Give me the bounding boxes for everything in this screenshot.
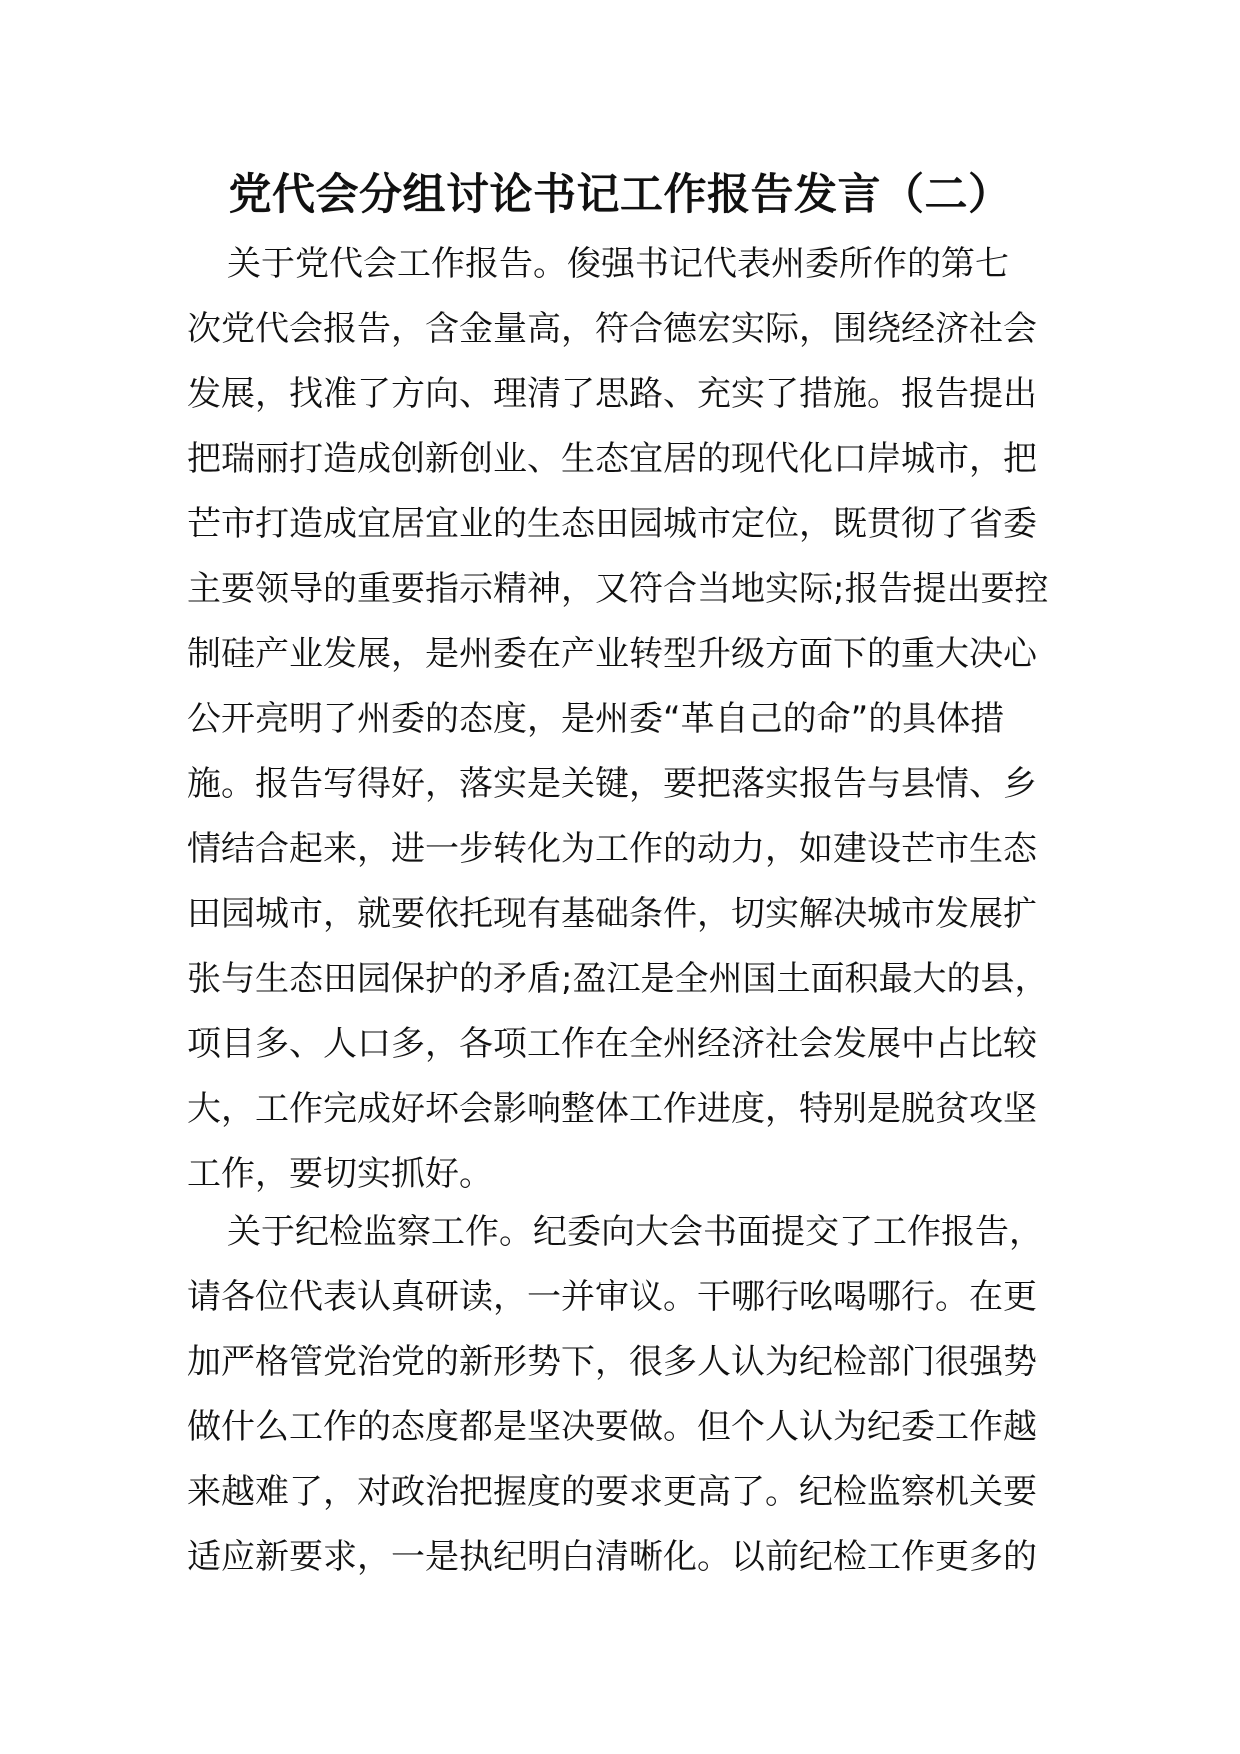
paragraph-line: 张与生态田园保护的矛盾;盈江是全州国土面积最大的县， bbox=[187, 959, 1049, 999]
paragraph-line: 项目多、人口多，各项工作在全州经济社会发展中占比较 bbox=[187, 1024, 1037, 1064]
paragraph-line: 施。报告写得好，落实是关键，要把落实报告与县情、乡 bbox=[187, 764, 1037, 804]
paragraph-line: 情结合起来，进一步转化为工作的动力，如建设芒市生态 bbox=[187, 829, 1037, 869]
paragraph-line: 做什么工作的态度都是坚决要做。但个人认为纪委工作越 bbox=[187, 1407, 1037, 1447]
paragraph-line: 关于党代会工作报告。俊强书记代表州委所作的第七 bbox=[227, 244, 1009, 284]
paragraph-line: 田园城市，就要依托现有基础条件，切实解决城市发展扩 bbox=[187, 894, 1037, 934]
paragraph-line: 来越难了，对政治把握度的要求更高了。纪检监察机关要 bbox=[187, 1472, 1037, 1512]
paragraph-line: 加严格管党治党的新形势下，很多人认为纪检部门很强势 bbox=[187, 1342, 1037, 1382]
paragraph-line: 公开亮明了州委的态度，是州委“革自己的命”的具体措 bbox=[187, 699, 1005, 739]
paragraph-line: 次党代会报告，含金量高，符合德宏实际，围绕经济社会 bbox=[187, 309, 1037, 349]
paragraph-line: 工作，要切实抓好。 bbox=[187, 1154, 493, 1194]
paragraph-line: 请各位代表认真研读，一并审议。干哪行吆喝哪行。在更 bbox=[187, 1277, 1037, 1317]
document-title: 党代会分组讨论书记工作报告发言（二） bbox=[228, 170, 1012, 220]
paragraph-line: 大，工作完成好坏会影响整体工作进度，特别是脱贫攻坚 bbox=[187, 1089, 1037, 1129]
paragraph-party-congress-report bbox=[187, 232, 1048, 1207]
paragraph-line: 把瑞丽打造成创新创业、生态宜居的现代化口岸城市，把 bbox=[187, 439, 1037, 479]
paragraph-line: 关于纪检监察工作。纪委向大会书面提交了工作报告， bbox=[227, 1212, 1043, 1252]
paragraph-discipline-inspection bbox=[187, 1200, 1043, 1590]
paragraph-line: 芒市打造成宜居宜业的生态田园城市定位，既贯彻了省委 bbox=[187, 504, 1037, 544]
paragraph-line: 制硅产业发展，是州委在产业转型升级方面下的重大决心 bbox=[187, 634, 1037, 674]
paragraph-line: 发展，找准了方向、理清了思路、充实了措施。报告提出 bbox=[187, 374, 1037, 414]
paragraph-line: 主要领导的重要指示精神，又符合当地实际;报告提出要控 bbox=[187, 569, 1049, 609]
paragraph-line: 适应新要求，一是执纪明白清晰化。以前纪检工作更多的 bbox=[187, 1537, 1037, 1577]
